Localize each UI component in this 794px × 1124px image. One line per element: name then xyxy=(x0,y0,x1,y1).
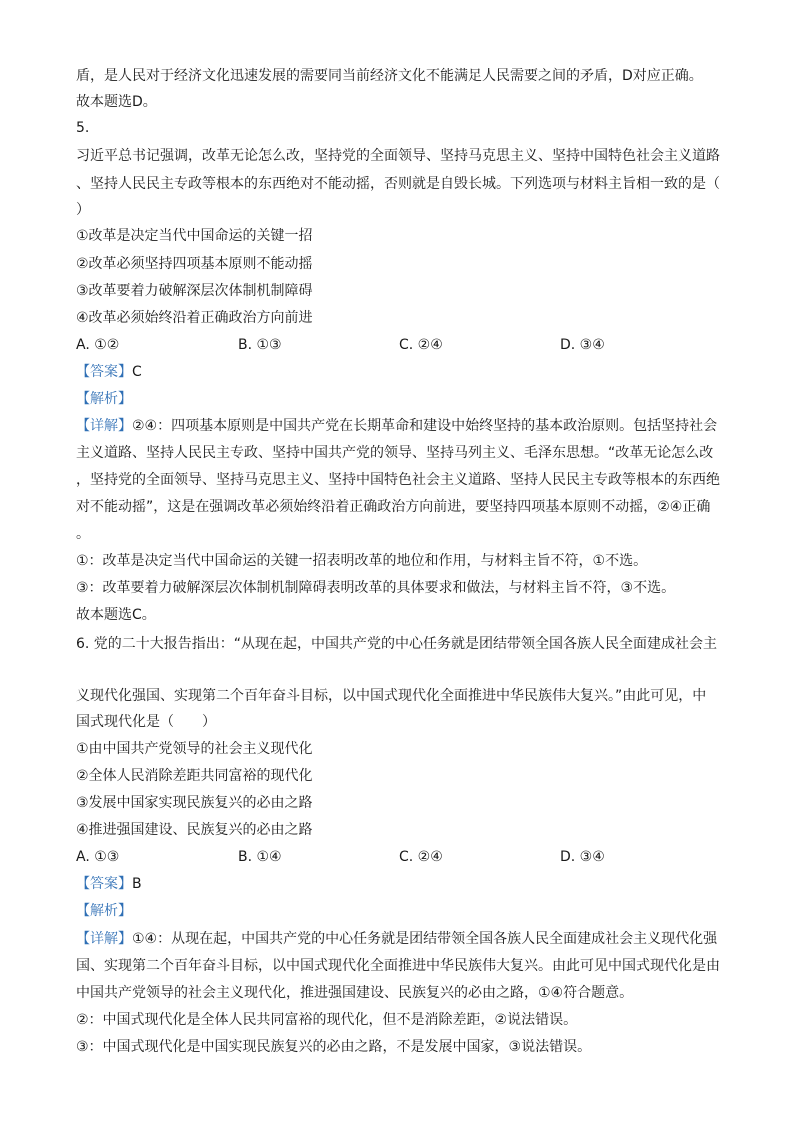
text-line: 盾，是人民对于经济文化迅速发展的需要同当前经济文化不能满足人民需要之间的矛盾，D对应正确。 xyxy=(76,68,703,84)
option-c: C. ②④ xyxy=(399,337,443,353)
detail-line: 对不能动摇”，这是在强调改革必须始终沿着正确政治方向前进，要坚持四项基本原则不动摇，②④正确 xyxy=(76,499,711,515)
question-stem: 6. 党的二十大报告指出：“从现在起，中国共产党的中心任务就是团结带领全国各族人民全面建成社会主 xyxy=(76,636,718,652)
option-a: A. ①③ xyxy=(76,849,120,865)
answer-line xyxy=(76,362,142,382)
detail-text: ②④：四项基本原则是中国共产党在长期革命和建设中始终坚持的基本政治原则。包括坚持社会 xyxy=(132,418,718,434)
detail-line: ③：改革要着力破解深层次体制机制障碍表明改革的具体要求和做法，与材料主旨不符，③不选。 xyxy=(76,580,676,596)
detail-line: 主义道路、坚持人民民主专政、坚持中国共产党的领导、坚持马列主义、毛泽东思想。“改革无论怎么改 xyxy=(76,445,714,461)
answer-tag: 【答案】 xyxy=(76,364,132,380)
option-b: B. ①③ xyxy=(238,337,282,353)
detail-line: ，坚持党的全面领导、坚持马克思主义、坚持中国特色社会主义道路、坚持人民民主专政等根本的东西绝 xyxy=(76,472,720,488)
question-stem: 、坚持人民民主专政等根本的东西绝对不能动摇，否则就是自毁长城。下列选项与材料主旨相一致的是（ xyxy=(76,176,720,192)
statement-item: ②全体人民消除差距共同富裕的现代化 xyxy=(76,768,313,784)
option-d: D. ③④ xyxy=(560,849,605,865)
option-c: C. ②④ xyxy=(399,849,443,865)
statement-item: ②改革必须坚持四项基本原则不能动摇 xyxy=(76,256,313,272)
question-number: 5. xyxy=(76,120,90,136)
detail-line xyxy=(76,929,717,949)
statement-item: ①改革是决定当代中国命运的关键一招 xyxy=(76,228,313,244)
analysis-line xyxy=(76,901,132,921)
option-d: D. ③④ xyxy=(560,337,605,353)
detail-tag: 【详解】 xyxy=(76,931,132,947)
question-stem: ） xyxy=(76,202,90,218)
detail-line: 国、实现第二个百年奋斗目标，以中国式现代化全面推进中华民族伟大复兴。由此可见中国式现代化是由 xyxy=(76,958,720,974)
statement-item: ③改革要着力破解深层次体制机制障碍 xyxy=(76,283,313,299)
answer-value: B xyxy=(132,876,142,892)
detail-line: 。 xyxy=(76,526,90,542)
analysis-tag: 【解析】 xyxy=(76,391,132,407)
question-stem: 习近平总书记强调，改革无论怎么改，坚持党的全面领导、坚持马克思主义、坚持中国特色社会主义道路 xyxy=(76,148,720,164)
statement-item: ①由中国共产党领导的社会主义现代化 xyxy=(76,741,313,757)
detail-text: ①④：从现在起，中国共产党的中心任务就是团结带领全国各族人民全面建成社会主义现代化强 xyxy=(132,931,718,947)
analysis-tag: 【解析】 xyxy=(76,903,132,919)
question-stem: 国式现代化是（ ） xyxy=(76,714,216,730)
detail-line: ①：改革是决定当代中国命运的关键一招表明改革的地位和作用，与材料主旨不符，①不选。 xyxy=(76,553,648,569)
statement-item: ④改革必须始终沿着正确政治方向前进 xyxy=(76,310,313,326)
question-stem: 义现代化强国、实现第二个百年奋斗目标，以中国式现代化全面推进中华民族伟大复兴。”由此可见，中 xyxy=(76,688,707,704)
conclusion-line: 故本题选C。 xyxy=(76,607,156,623)
statement-item: ③发展中国家实现民族复兴的必由之路 xyxy=(76,795,313,811)
option-b: B. ①④ xyxy=(238,849,282,865)
detail-line: 中国共产党领导的社会主义现代化，推进强国建设、民族复兴的必由之路，①④符合题意。 xyxy=(76,985,634,1001)
option-a: A. ①② xyxy=(76,337,120,353)
answer-line xyxy=(76,874,142,894)
detail-line: ②：中国式现代化是全体人民共同富裕的现代化，但不是消除差距，②说法错误。 xyxy=(76,1012,578,1028)
text-line: 故本题选D。 xyxy=(76,94,157,110)
answer-tag: 【答案】 xyxy=(76,876,132,892)
analysis-line xyxy=(76,389,132,409)
answer-value: C xyxy=(132,364,142,380)
statement-item: ④推进强国建设、民族复兴的必由之路 xyxy=(76,822,313,838)
detail-line: ③：中国式现代化是中国实现民族复兴的必由之路，不是发展中国家，③说法错误。 xyxy=(76,1039,592,1055)
detail-tag: 【详解】 xyxy=(76,418,132,434)
detail-line xyxy=(76,416,717,436)
